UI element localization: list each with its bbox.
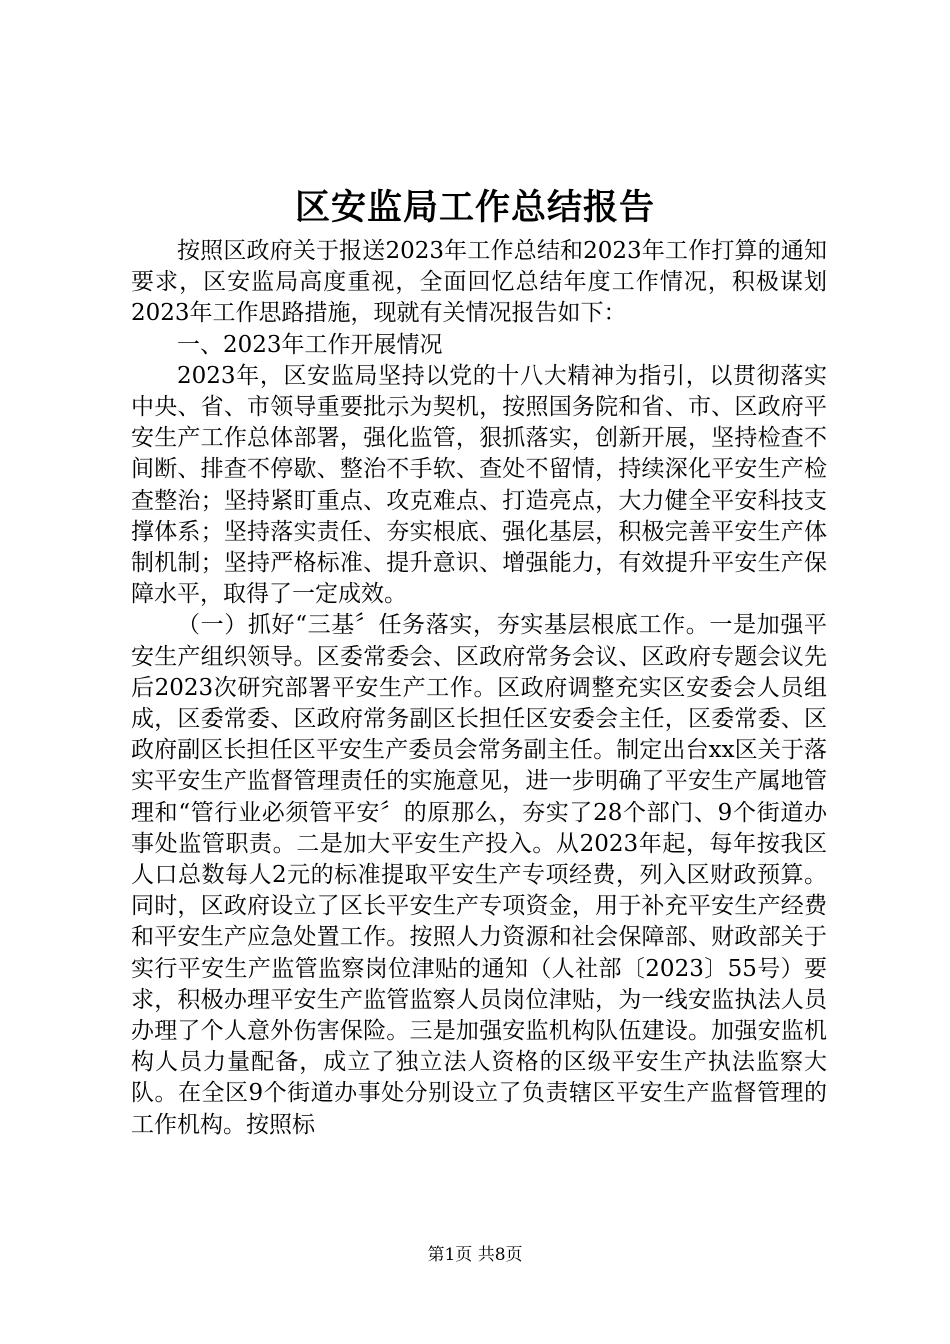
section-heading: 一、2023年工作开展情况 bbox=[177, 331, 443, 358]
intro-paragraph: 按照区政府关于报送2023年工作总结和2023年工作打算的通知要求，区安监局高度重视，全面回忆总结年度工作情况，积极谋划2023年工作思路措施，现就有关情况报告如下： bbox=[131, 238, 827, 327]
page-number-footer: 第1页 共8页 bbox=[427, 1245, 523, 1265]
document-body bbox=[131, 236, 827, 1141]
overview-paragraph: 2023年，区安监局坚持以党的十八大精神为指引，以贯彻落实中央、省、市领导重要批示为契机，按照国务院和省、市、区政府平安生产工作总体部署，强化监管，狠抓落实，创新开展，坚持检查不间断、排查不停歇、整治不手软、查处不留情，持续深化平安生产检查整治；坚持紧盯重点、攻克难点、打造亮点，大力健全平安科技支撑体系；坚持落实责任、夯实根底、强化基层，积极完善平安生产体制机制；坚持严格标准、提升意识、增强能力，有效提升平安生产保障水平，取得了一定成效。 bbox=[131, 362, 827, 608]
document-title: 区安监局工作总结报告 bbox=[294, 187, 655, 228]
subsection-paragraph: （一）抓好“三基〞任务落实，夯实基层根底工作。一是加强平安生产组织领导。区委常委会、区政府常务会议、区政府专题会议先后2023次研究部署平安生产工作。区政府调整充实区安委会人员组成，区委常委、区政府常务副区长担任区安委会主任，区委常委、区政府副区长担任区平安生产委员会常务副主任。制定出台xx区关于落实平安生产监督管理责任的实施意见，进一步明确了平安生产属地管理和“管行业必须管平安〞的原那么，夯实了28个部门、9个街道办事处监管职责。二是加大平安生产投入。从2023年起，每年按我区人口总数每人2元的标准提取平安生产专项经费，列入区财政预算。同时，区政府设立了区长平安生产专项资金，用于补充平安生产经费和平安生产应急处置工作。按照人力资源和社会保障部、财政部关于实行平安生产监管监察岗位津贴的通知（人社部〔2023〕55号）要求，积极办理平安生产监管监察人员岗位津贴，为一线安监执法人员办理了个人意外伤害保险。三是加强安监机构队伍建设。加强安监机构人员力量配备，成立了独立法人资格的区级平安生产执法监察大队。在全区9个街道办事处分别设立了负责辖区平安生产监督管理的工作机构。按照标 bbox=[131, 612, 827, 1138]
